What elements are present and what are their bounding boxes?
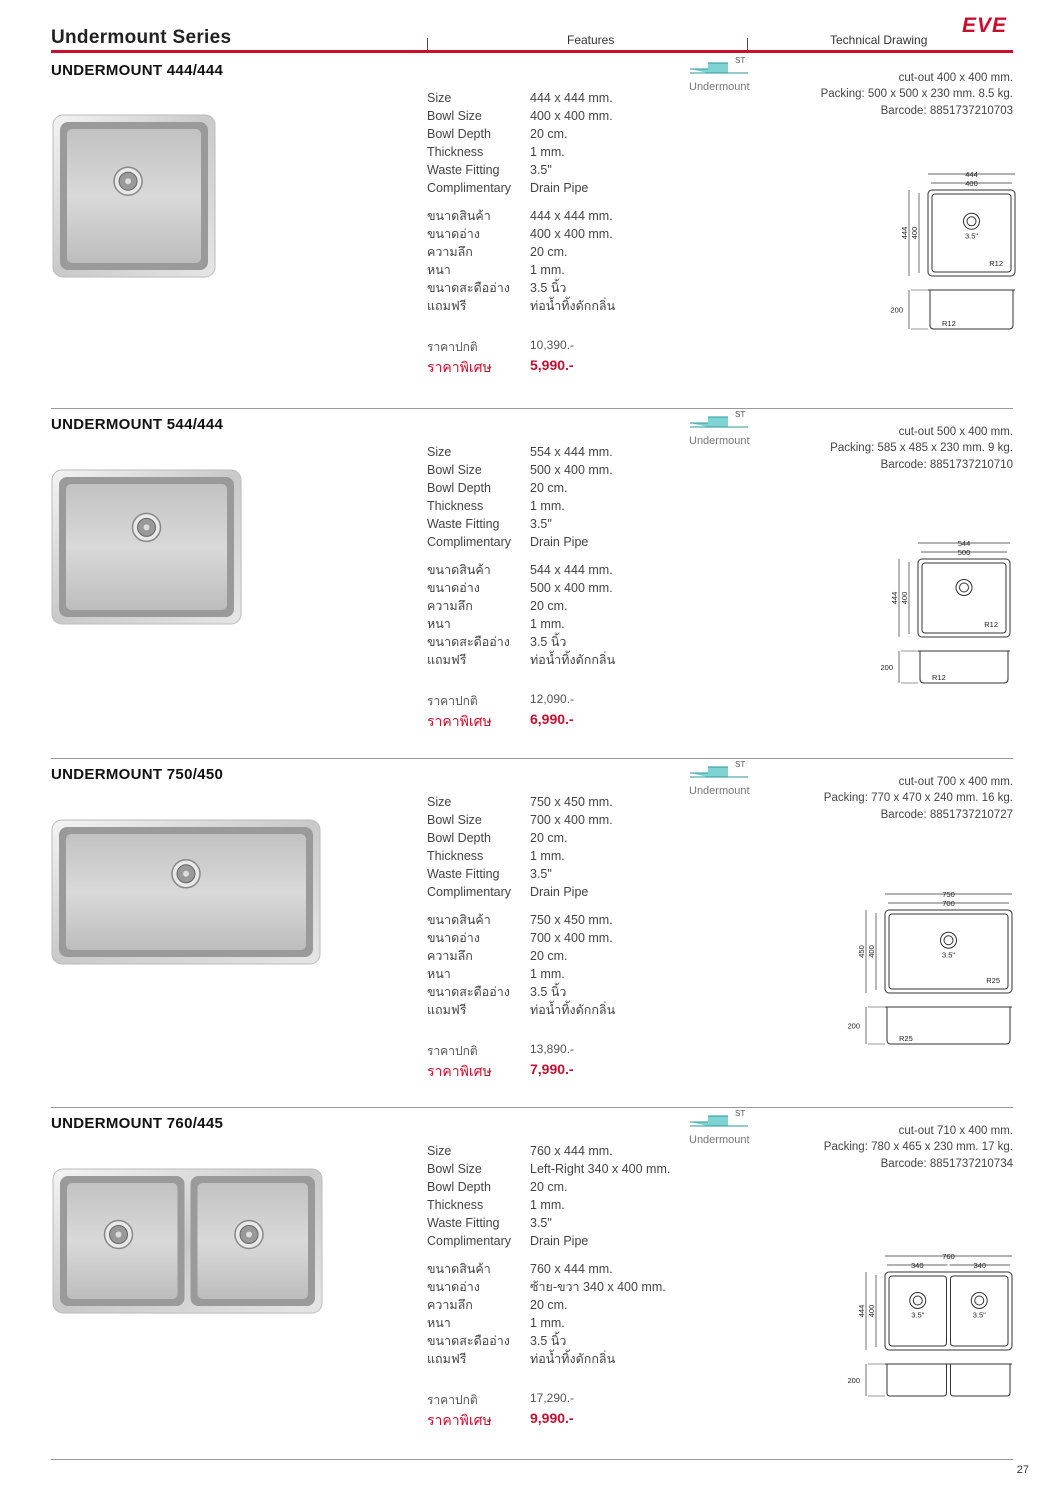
st-label: ST [735, 760, 746, 769]
product-photo [52, 114, 216, 278]
install-type-label: Undermount [689, 1134, 750, 1146]
special-price-row [427, 1061, 574, 1083]
spec-row [427, 162, 613, 180]
spec-value: 750 x 450 mm. [530, 913, 613, 927]
product-photo [51, 469, 242, 625]
drain-center [125, 178, 131, 184]
spec-label: ความลึก [427, 598, 473, 613]
spec-label: Complimentary [427, 534, 512, 549]
spec-value: 750 x 450 mm. [530, 795, 613, 809]
spec-label: Complimentary [427, 180, 512, 195]
packing-text: Packing: 500 x 500 x 230 mm. 8.5 kg. [820, 88, 1013, 101]
spec-value: 444 x 444 mm. [530, 209, 613, 223]
product-info [830, 424, 1013, 473]
dimension-label: 544 [957, 539, 971, 548]
cutout-text: cut-out 710 x 400 mm. [898, 1125, 1013, 1137]
spec-value: 3.5" [530, 162, 552, 177]
product-info [821, 70, 1013, 119]
dimension-label: R25 [986, 976, 1000, 985]
dimension-label: R12 [984, 620, 998, 629]
spec-row [427, 866, 613, 884]
spec-value: 500 x 400 mm. [530, 462, 613, 477]
spec-row [427, 244, 615, 262]
spec-row [427, 444, 613, 462]
spec-label: Bowl Depth [427, 830, 491, 845]
spec-value: Drain Pipe [530, 884, 589, 899]
model-title: UNDERMOUNT 760/445 [51, 1115, 224, 1132]
technical-drawing [890, 168, 1020, 333]
model-title: UNDERMOUNT 444/444 [51, 62, 224, 79]
spec-label: Bowl Depth [427, 126, 491, 141]
footer-rule [51, 1459, 1013, 1460]
dimension-label: 444 [890, 591, 899, 605]
spec-value: 400 x 400 mm. [530, 108, 613, 123]
spec-label: ขนาดสะดืออ่าง [427, 1333, 510, 1348]
spec-row [427, 884, 613, 902]
spec-label: แถมฟรี [427, 1002, 467, 1017]
install-type-label: Undermount [689, 785, 750, 797]
spec-value: 554 x 444 mm. [530, 445, 613, 459]
spec-row [427, 652, 615, 670]
product-photo [51, 819, 321, 965]
spec-label: Thickness [427, 498, 484, 513]
spec-value: 1 mm. [530, 144, 565, 159]
spec-label: Waste Fitting [427, 162, 500, 177]
series-title: Undermount Series [51, 27, 232, 48]
spec-value: ท่อน้ำทิ้งดักกลิ่น [530, 1002, 616, 1017]
spec-value: 400 x 400 mm. [530, 226, 613, 241]
spec-list-en [427, 444, 613, 551]
spec-label: ขนาดอ่าง [427, 226, 480, 241]
spec-label: ขนาดสะดืออ่าง [427, 634, 510, 649]
spec-value: 760 x 444 mm. [530, 1262, 613, 1276]
drain-center [144, 524, 150, 530]
spec-label: Size [427, 445, 452, 459]
spec-value: 700 x 400 mm. [530, 812, 613, 827]
spec-row [427, 1297, 666, 1315]
spec-label: ขนาดอ่าง [427, 1279, 480, 1294]
spec-label: Complimentary [427, 884, 512, 899]
section-separator [51, 408, 1013, 409]
spec-value: 20 cm. [530, 1297, 568, 1312]
spec-value: 3.5 นิ้ว [530, 984, 567, 999]
spec-value: 544 x 444 mm. [530, 563, 613, 577]
spec-label: ขนาดสินค้า [427, 1262, 491, 1276]
dimension-label: 444 [900, 226, 909, 240]
spec-row [427, 226, 615, 244]
spec-value: Drain Pipe [530, 1233, 589, 1248]
special-price-label: ราคาพิเศษ [427, 1412, 492, 1428]
packing-text: Packing: 780 x 465 x 230 mm. 17 kg. [823, 1141, 1013, 1154]
packing-text: Packing: 585 x 485 x 230 mm. 9 kg. [830, 442, 1013, 455]
spec-label: ความลึก [427, 244, 473, 259]
drain-center [116, 1232, 122, 1238]
features-heading: Features [567, 33, 615, 47]
normal-price-row [427, 338, 574, 357]
barcode-text: Barcode: 8851737210710 [880, 458, 1013, 471]
spec-row [427, 1197, 670, 1215]
spec-row [427, 1351, 666, 1369]
spec-row [427, 480, 613, 498]
spec-label: หนา [427, 1315, 451, 1330]
spec-row [427, 1315, 666, 1333]
spec-value: ซ้าย-ขวา 340 x 400 mm. [530, 1279, 666, 1294]
cutout-text: cut-out 700 x 400 mm. [898, 776, 1013, 788]
special-price-row [427, 1410, 574, 1432]
dimension-label: R25 [899, 1034, 913, 1043]
spec-row [427, 126, 613, 144]
normal-price-label: ราคาปกติ [427, 694, 478, 708]
special-price: 7,990.- [530, 1061, 574, 1077]
spec-value: ท่อน้ำทิ้งดักกลิ่น [530, 652, 616, 667]
section-profile [885, 1364, 1012, 1396]
drawing-wrapper [890, 168, 1020, 333]
plan-outline [885, 1272, 1012, 1350]
spec-row [427, 298, 615, 316]
dimension-label: 3.5" [972, 1310, 986, 1320]
normal-price: 10,390.- [530, 338, 575, 352]
spec-list-en [427, 90, 613, 197]
spec-list-en [427, 1143, 670, 1250]
spec-label: แถมฟรี [427, 298, 467, 313]
spec-row [427, 180, 613, 198]
dimension-label: 700 [942, 899, 955, 908]
spec-row [427, 1179, 670, 1197]
barcode-text: Barcode: 8851737210703 [880, 104, 1013, 117]
normal-price-label: ราคาปกติ [427, 1393, 478, 1407]
technical-drawing-heading: Technical Drawing [830, 33, 928, 47]
st-label: ST [735, 1109, 746, 1118]
normal-price-row [427, 1042, 574, 1061]
spec-value: 3.5" [530, 1215, 552, 1230]
spec-row [427, 280, 615, 298]
spec-value: 1 mm. [530, 498, 565, 513]
cutout-text: cut-out 500 x 400 mm. [898, 426, 1013, 438]
dimension-label: 3.5" [911, 1310, 925, 1320]
spec-label: ความลึก [427, 1297, 473, 1312]
install-type-label: Undermount [689, 81, 750, 93]
spec-row [427, 498, 613, 516]
spec-value: 1 mm. [530, 616, 565, 631]
normal-price-row [427, 692, 574, 711]
dimension-label: 200 [890, 305, 903, 315]
dimension-label: 760 [942, 1252, 955, 1261]
spec-value: 3.5 นิ้ว [530, 280, 567, 295]
spec-value: 20 cm. [530, 480, 568, 495]
spec-row [427, 144, 613, 162]
spec-row [427, 1333, 666, 1351]
spec-row [427, 462, 613, 480]
spec-value: 20 cm. [530, 1179, 568, 1194]
waste-icon [941, 932, 957, 948]
dimension-label: 400 [900, 591, 909, 605]
section-separator [51, 1107, 1013, 1108]
spec-label: ความลึก [427, 948, 473, 963]
spec-value: 444 x 444 mm. [530, 91, 613, 105]
spec-label: ขนาดสินค้า [427, 209, 491, 223]
spec-row [427, 562, 615, 580]
special-price-label: ราคาพิเศษ [427, 359, 492, 375]
packing-text: Packing: 770 x 470 x 240 mm. 16 kg. [823, 792, 1013, 805]
product-info [824, 1123, 1013, 1172]
spec-value: Drain Pipe [530, 534, 589, 549]
sink-photo [52, 1168, 323, 1314]
spec-value: Left-Right 340 x 400 mm. [530, 1161, 671, 1176]
bowl-floor [67, 129, 201, 263]
spec-value: ท่อน้ำทิ้งดักกลิ่น [530, 1351, 616, 1366]
waste-icon [910, 1293, 926, 1309]
special-price: 9,990.- [530, 1410, 574, 1426]
dimension-label: 400 [867, 945, 876, 958]
spec-row [427, 830, 613, 848]
technical-drawing [880, 537, 1015, 687]
header-tick [427, 38, 428, 50]
dimension-label: 400 [867, 1304, 876, 1318]
spec-row [427, 1215, 670, 1233]
dimension-label: 3.5" [964, 231, 979, 241]
spec-value: 20 cm. [530, 598, 568, 613]
waste-inner [944, 936, 953, 945]
spec-row [427, 948, 615, 966]
spec-value: 20 cm. [530, 948, 568, 963]
spec-value: 20 cm. [530, 126, 568, 141]
sink-photo [51, 819, 321, 965]
dimension-label: 444 [857, 1304, 866, 1318]
spec-row [427, 616, 615, 634]
spec-list-th [427, 208, 615, 315]
spec-label: Complimentary [427, 1233, 512, 1248]
spec-row [427, 812, 613, 830]
spec-label: แถมฟรี [427, 652, 467, 667]
spec-value: 500 x 400 mm. [530, 580, 613, 595]
spec-label: Thickness [427, 144, 484, 159]
spec-row [427, 1161, 670, 1179]
spec-label: Bowl Size [427, 1161, 482, 1176]
spec-label: หนา [427, 966, 451, 981]
dimension-label: 200 [847, 1376, 860, 1385]
special-price: 6,990.- [530, 711, 574, 727]
spec-value: 3.5 นิ้ว [530, 1333, 567, 1348]
install-type-label: Undermount [689, 435, 750, 447]
product-photo [52, 1168, 323, 1314]
spec-label: Bowl Size [427, 812, 482, 827]
spec-row [427, 1143, 670, 1161]
drawing-wrapper [880, 537, 1015, 687]
spec-row [427, 534, 613, 552]
spec-row [427, 1261, 666, 1279]
normal-price-row [427, 1391, 574, 1410]
spec-value: 1 mm. [530, 848, 565, 863]
spec-list-th [427, 912, 615, 1019]
spec-value: 3.5 นิ้ว [530, 634, 567, 649]
dimension-label: 400 [910, 226, 919, 240]
header-tick [747, 38, 748, 50]
spec-label: ขนาดสินค้า [427, 913, 491, 927]
cutout-text: cut-out 400 x 400 mm. [898, 72, 1013, 84]
spec-label: Waste Fitting [427, 1215, 500, 1230]
spec-label: Thickness [427, 1197, 484, 1212]
waste-icon [956, 580, 972, 596]
spec-value: 3.5" [530, 516, 552, 531]
spec-row [427, 912, 615, 930]
spec-value: 3.5" [530, 866, 552, 881]
spec-row [427, 1279, 666, 1297]
dimension-label: 450 [857, 945, 866, 958]
section-separator [51, 758, 1013, 759]
st-label: ST [735, 410, 746, 419]
spec-value: 760 x 444 mm. [530, 1144, 613, 1158]
dimension-label: 750 [942, 890, 955, 899]
spec-list-th [427, 1261, 666, 1368]
waste-inner [960, 583, 969, 592]
spec-list-en [427, 794, 613, 901]
spec-row [427, 208, 615, 226]
waste-icon [964, 213, 980, 229]
model-title: UNDERMOUNT 544/444 [51, 416, 224, 433]
spec-row [427, 108, 613, 126]
waste-inner [913, 1296, 922, 1305]
drawing-wrapper [847, 888, 1017, 1048]
spec-label: Waste Fitting [427, 516, 500, 531]
spec-row [427, 634, 615, 652]
dimension-label: R12 [942, 319, 956, 328]
sink-photo [52, 114, 216, 278]
st-label: ST [735, 56, 746, 65]
spec-label: Waste Fitting [427, 866, 500, 881]
spec-row [427, 90, 613, 108]
spec-label: แถมฟรี [427, 1351, 467, 1366]
spec-row [427, 516, 613, 534]
dimension-label: 200 [880, 663, 893, 672]
normal-price: 12,090.- [530, 692, 575, 706]
eve-logo: EVE [962, 14, 1008, 37]
bowl-floor [66, 834, 306, 950]
spec-label: หนา [427, 262, 451, 277]
special-price-label: ราคาพิเศษ [427, 713, 492, 729]
sink-photo [51, 469, 242, 625]
special-price-label: ราคาพิเศษ [427, 1063, 492, 1079]
dimension-label: 200 [847, 1021, 860, 1031]
spec-label: ขนาดสะดืออ่าง [427, 280, 510, 295]
drain-center [246, 1232, 252, 1238]
spec-value: 1 mm. [530, 1197, 565, 1212]
spec-label: Bowl Depth [427, 1179, 491, 1194]
spec-label: ขนาดสินค้า [427, 563, 491, 577]
spec-row [427, 966, 615, 984]
special-price-row [427, 711, 574, 733]
barcode-text: Barcode: 8851737210734 [880, 1157, 1013, 1170]
spec-row [427, 580, 615, 598]
dimension-label: 444 [965, 170, 978, 179]
waste-icon [971, 1293, 987, 1309]
spec-label: ขนาดสะดืออ่าง [427, 984, 510, 999]
spec-row [427, 262, 615, 280]
spec-label: Bowl Size [427, 108, 482, 123]
spec-value: 20 cm. [530, 830, 568, 845]
spec-value: Drain Pipe [530, 180, 589, 195]
dimension-label: 340 [973, 1261, 987, 1270]
normal-price-label: ราคาปกติ [427, 340, 478, 354]
product-info [824, 774, 1013, 823]
spec-row [427, 1233, 670, 1251]
spec-label: Size [427, 91, 452, 105]
technical-drawing [847, 1250, 1017, 1400]
spec-value: 1 mm. [530, 262, 565, 277]
spec-label: Size [427, 795, 452, 809]
technical-drawing [847, 888, 1017, 1048]
spec-label: ขนาดอ่าง [427, 580, 480, 595]
dimension-label: 500 [957, 548, 971, 557]
header-rule [51, 50, 1013, 53]
spec-label: หนา [427, 616, 451, 631]
spec-value: 700 x 400 mm. [530, 930, 613, 945]
spec-row [427, 598, 615, 616]
spec-value: 20 cm. [530, 244, 568, 259]
special-price-row [427, 357, 574, 379]
spec-list-th [427, 562, 615, 669]
spec-row [427, 984, 615, 1002]
drawing-wrapper [847, 1250, 1017, 1400]
dimension-label: 3.5" [941, 950, 956, 960]
spec-row [427, 930, 615, 948]
spec-value: ท่อน้ำทิ้งดักกลิ่น [530, 298, 616, 313]
spec-row [427, 794, 613, 812]
drain-center [183, 871, 189, 877]
spec-label: ขนาดอ่าง [427, 930, 480, 945]
waste-inner [975, 1296, 984, 1305]
normal-price: 17,290.- [530, 1391, 575, 1405]
dimension-label: R12 [932, 673, 946, 682]
model-title: UNDERMOUNT 750/450 [51, 766, 224, 783]
spec-label: Bowl Size [427, 462, 482, 477]
dimension-label: 400 [965, 179, 978, 188]
waste-inner [967, 217, 976, 226]
normal-price: 13,890.- [530, 1042, 575, 1056]
spec-label: Size [427, 1144, 452, 1158]
spec-value: 1 mm. [530, 966, 565, 981]
spec-label: Thickness [427, 848, 484, 863]
barcode-text: Barcode: 8851737210727 [880, 808, 1013, 821]
spec-row [427, 1002, 615, 1020]
dimension-label: R12 [989, 259, 1003, 268]
spec-row [427, 848, 613, 866]
spec-value: 1 mm. [530, 1315, 565, 1330]
special-price: 5,990.- [530, 357, 574, 373]
spec-label: Bowl Depth [427, 480, 491, 495]
dimension-label: 340 [910, 1261, 924, 1270]
bowl-floor [66, 484, 227, 610]
normal-price-label: ราคาปกติ [427, 1044, 478, 1058]
page-number: 27 [1016, 1464, 1029, 1476]
